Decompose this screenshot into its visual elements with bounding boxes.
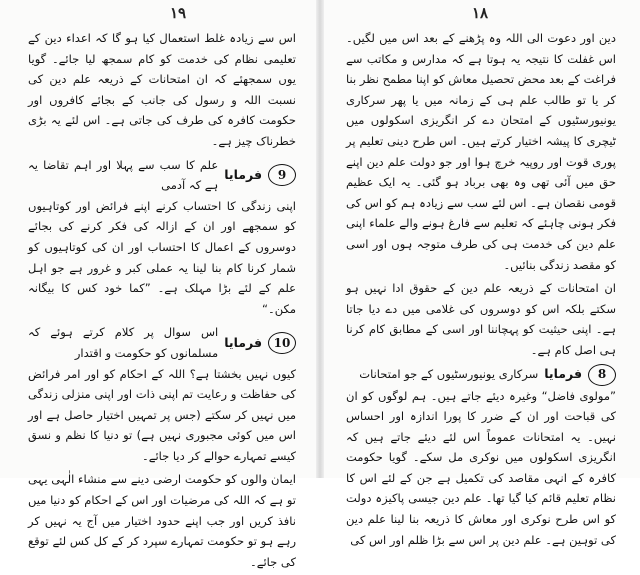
paragraph: دین اور دعوت الی اللہ وہ پڑھنے کے بعد اس میں لگیں۔ اس غفلت کا نتیجہ یہ ہوتا ہے کہ مدارس و مکاتب سے فراغت کے بعد محض تحصیل معاش کو اپنا مطمح نظر بنا کر یا تو طالب علم ہی کے زمانہ میں یا پھر سرکاری یونیورسٹیوں کے امتحان دے کر انگریزی اسکولوں میں ٹیچری کا پیشہ اختیار کرتے ہیں۔ اس طرح دینی تعلیم پر پوری قوت اور روپیہ خرچ ہوا اور جو دولت علم دین اپنے حق میں آئی تھی وہ بھی برباد ہو گئی۔ یہ ایک عظیم قومی نقصان ہے۔ اس لئے سب سے زیادہ ہم کو اس کی فکر ہونی چاہئے کہ تعلیم سے فارغ ہونے والے علماء اپنی علم دین کی خدمت ہی کی طرف متوجہ ہوں اور اسی کو مقصد زندگی بنائیں۔ <box>346 31 616 272</box>
saying-opening-text: علم کا سب سے پہلا اور اہم تقاضا یہ ہے کہ آدمی <box>28 157 219 193</box>
paragraph: ”مولوی فاضل“ وغیرہ دیئے جاتے ہیں۔ ہم لوگوں کو ان کی قباحت اور ان کے ضرر کا پورا اندازہ اور احساس نہیں۔ یہ امتحانات عموماً اس لئے دیئے جاتے ہیں کہ انگریزی اسکولوں میں نوکری مل سکے۔ گویا حکومت کافرہ کے انہی مقاصد کی تکمیل ہے جن کے لئے اس کا نظام تعلیم قائم کیا گیا تھا۔ علم دین جیسی پاکیزہ دولت کو اس طرح نوکری اور معاش کا ذریعہ بنا لینا علم دین کی توہین ہے۔ علم دین پر اس سے بڑا ظلم اور اس کی <box>346 388 616 547</box>
page-body <box>28 28 296 575</box>
saying-number-badge: 9 <box>268 164 296 186</box>
saying-label: فرمایا <box>224 166 262 182</box>
saying-number-badge: 10 <box>268 332 296 354</box>
saying-opening-text: سرکاری یونیورسٹیوں کے جو امتحانات <box>359 367 539 382</box>
page-number: ١٨ <box>472 4 489 22</box>
paragraph: کیوں نہیں بخشتا ہے؟ اللہ کے احکام کو اور امر فرائض کی حفاظت و رعایت تم اپنی ذات اور اپنی منزلی زندگی میں نہیں کر سکتے (جس پر تمہیں اختیار حاصل ہے اور اس میں کوئی مجبوری نہیں ہے) تو دنیا کا نظم و نسق کیسے تمہارے حوالے کر دیا جائے۔ <box>28 366 296 463</box>
paragraph: اس سے زیادہ غلط استعمال کیا ہو گا کہ اعداء دین کے تعلیمی نظام کی خدمت کو کام سمجھ لیا جائے۔ گویا یوں سمجھئے کہ ان امتحانات کے ذریعہ علم دین کی نسبت اللہ و رسول کی جانب کے بجائے کافروں اور حکومت کافرہ کی طرف کی جاتی ہے۔ اس لئے یہ بڑی خطرناک چیز ہے۔ <box>28 31 296 148</box>
numbered-saying-heading <box>28 322 296 363</box>
left-page <box>0 0 318 569</box>
numbered-saying-heading <box>28 155 296 196</box>
paragraph: ان امتحانات کے ذریعہ علم دین کے حقوق ادا نہیں ہو سکتے بلکہ اس کو دوسروں کی غلامی میں دے دیا جاتا ہے۔ اپنی حیثیت کو پہچاننا اور اسی کے مطابق کام کرنا ہی اصل کام ہے۔ <box>346 281 616 357</box>
page-number: ١٩ <box>170 4 187 22</box>
right-page <box>322 0 640 547</box>
paragraph: ایمان والوں کو حکومت ارضی دینے سے منشاء الٰہی یہی تو ہے کہ اللہ کی مرضیات اور اس کے احکام کو دنیا میں نافذ کریں اور جب اپنے حدود اختیار میں آج یہ نہیں کر رہے ہو تو حکومت تمہارے سپرد کر کے کل کس لئے توقع کی جائے۔ <box>28 472 296 569</box>
saying-opening-text: اس سوال پر کلام کرتے ہوئے کہ مسلمانوں کو حکومت و اقتدار <box>28 325 219 360</box>
page-body <box>346 28 616 553</box>
saying-number-badge: 8 <box>588 364 616 386</box>
saying-label: فرمایا <box>224 334 262 350</box>
paragraph: اپنی زندگی کا احتساب کرنے اپنے فرائض اور کوتاہیوں کو سمجھے اور ان کے ازالہ کی فکر کرنے کی بجائے دوسروں کے اعمال کا احتساب اور ان کی کوتاہیوں کو شمار کرنا کام بنا لینا یہ عملی کبر و غرور ہے جو اہل علم کے لئے بڑا مہلک ہے۔ ”کما خود کس کا بیگانہ مکن۔“ <box>28 198 296 316</box>
numbered-saying-heading <box>346 364 616 386</box>
saying-label: فرمایا <box>544 366 582 382</box>
